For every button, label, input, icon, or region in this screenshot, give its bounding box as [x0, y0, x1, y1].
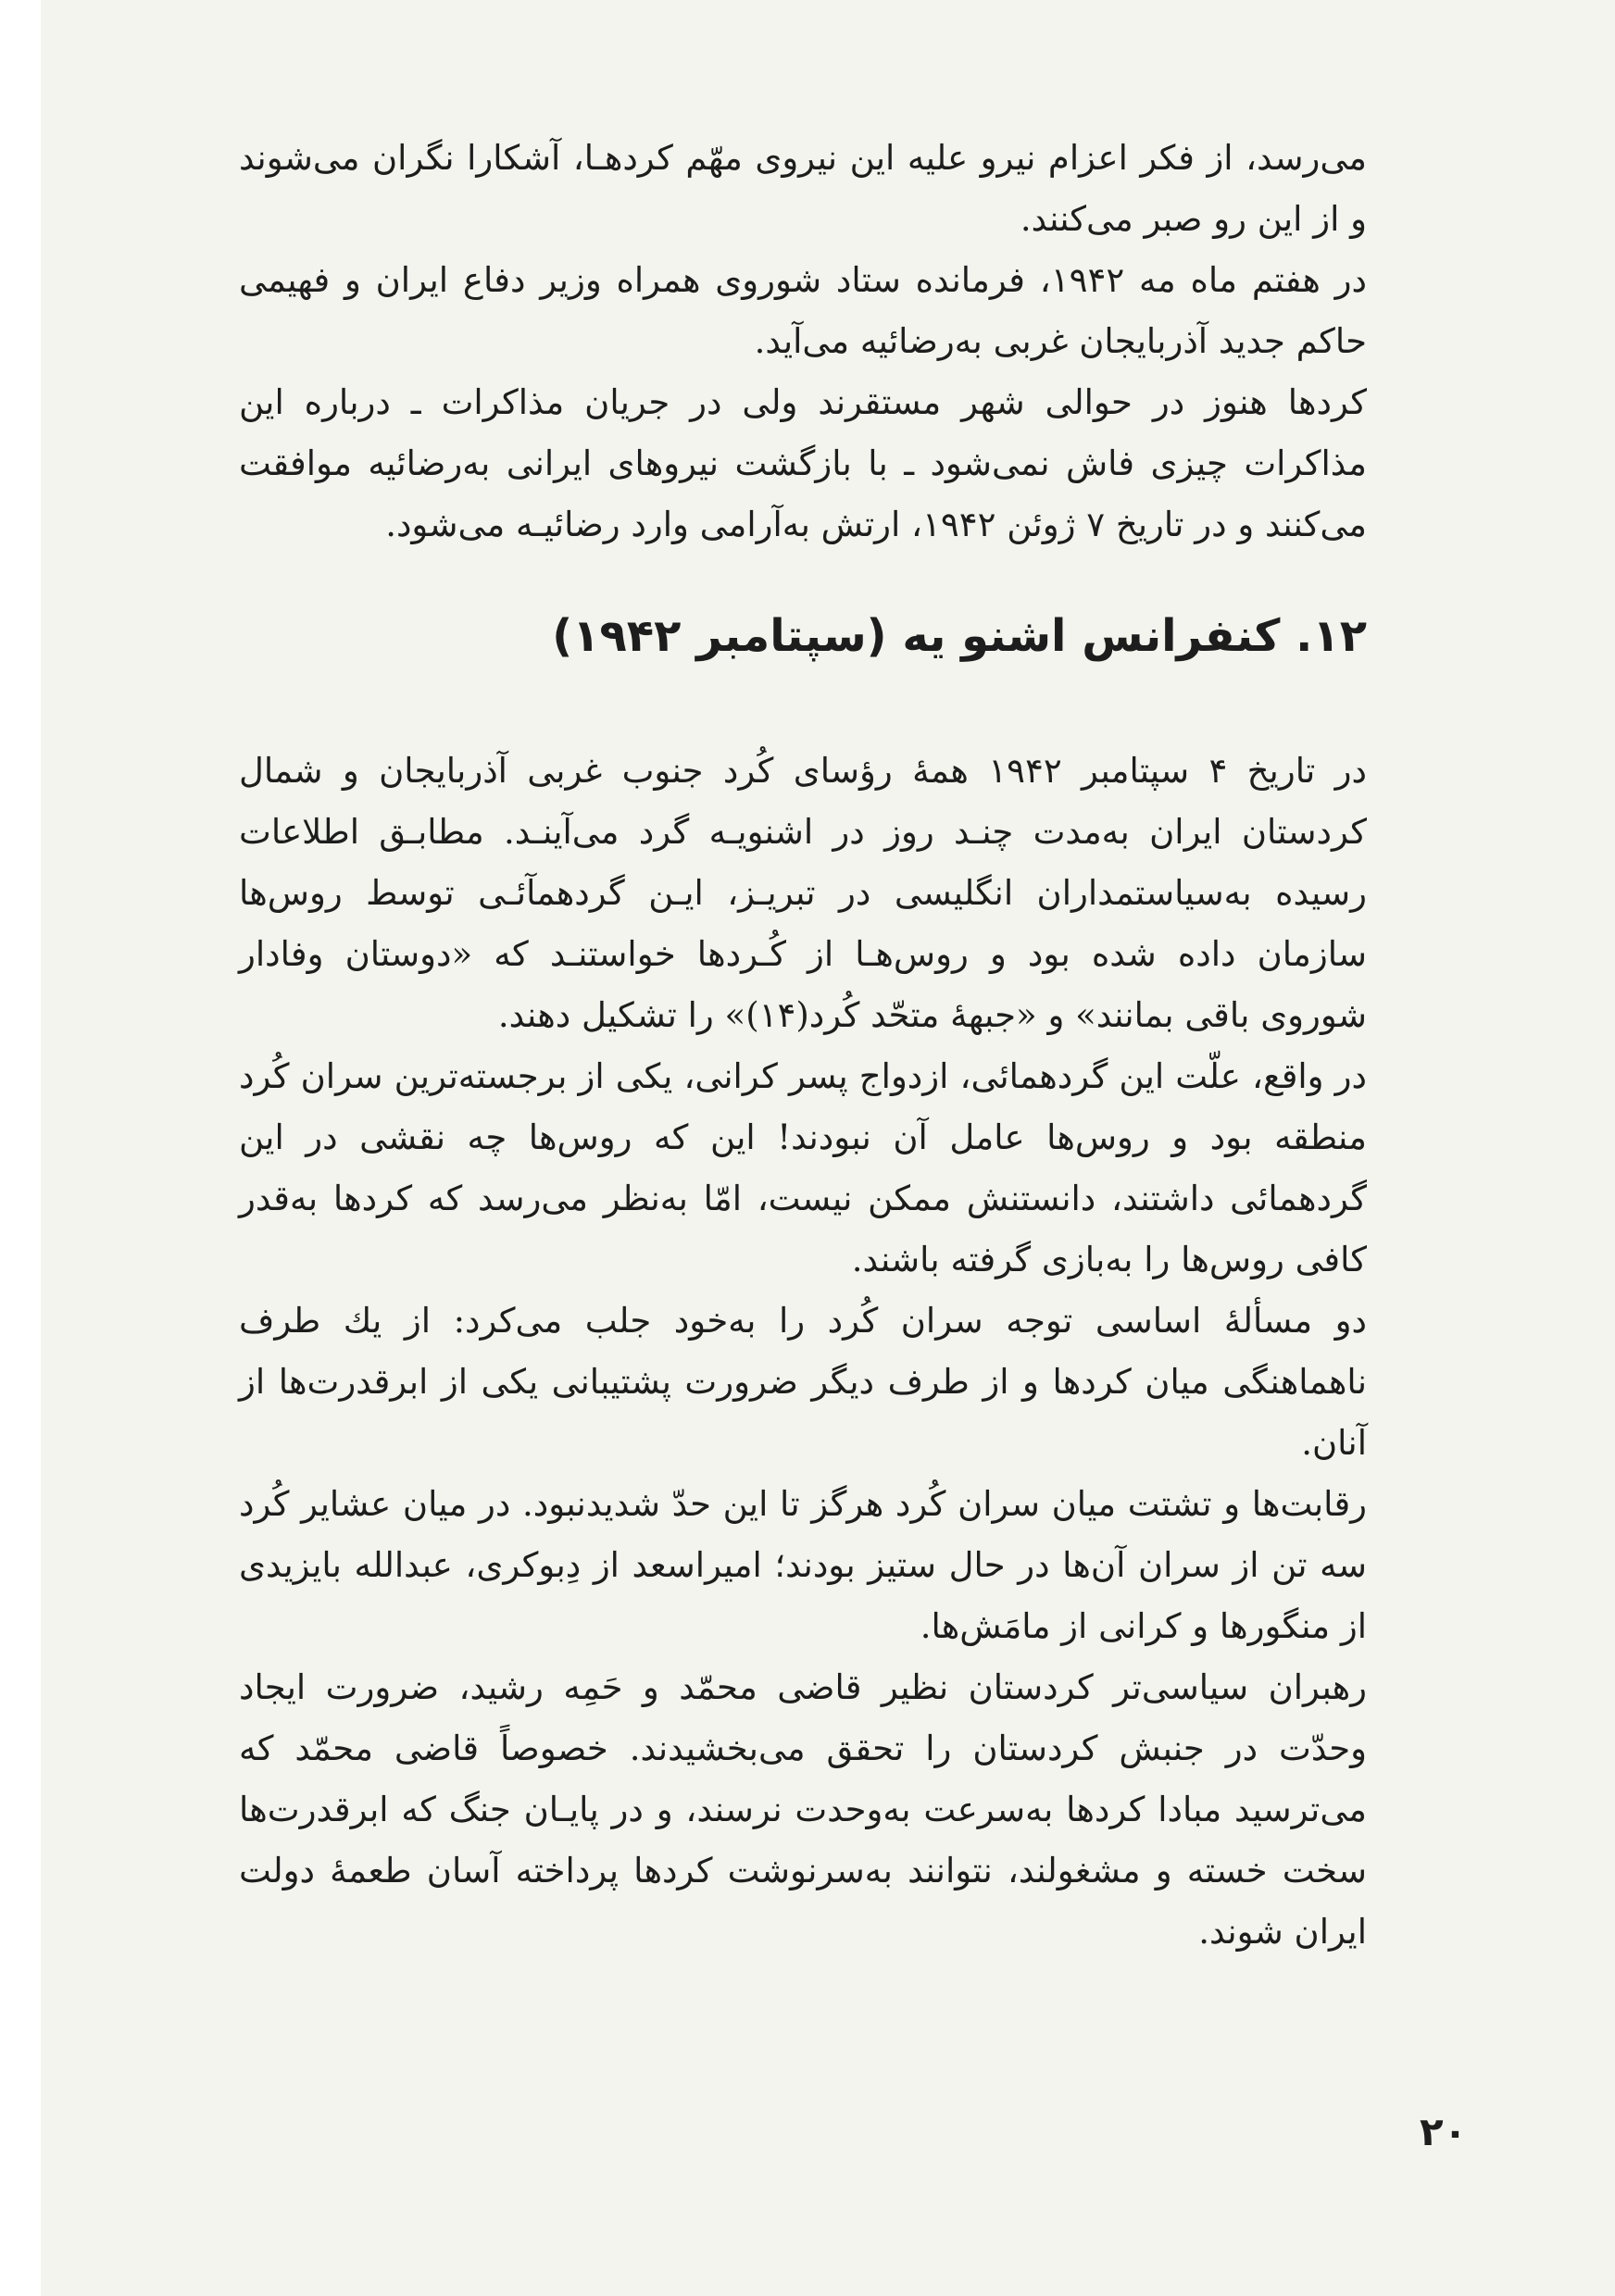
paragraph-2: در هفتم ماه مه ۱۹۴۲، فرمانده ستاد شوروی همراه وزیر دفاع ایران و فهیمی حاکم جدید آذربایجان غربی به‌رضائیه می‌آید. — [239, 260, 1368, 361]
paragraph-5: در واقع، علّت این گردهمائی، ازدواج پسر کرانی، یکی از برجسته‌ترین سران کُرد منطقه بود و روس‌ها عامل آن نبودند! این که روس‌ها چه نقشی در این گردهمائی داشتند، دانستنش ممکن نیست، امّا به‌نظر می‌رسد که کردها به‌قدر کافی روس‌ها را به‌بازی گرفته باشند. — [239, 1056, 1367, 1279]
paragraph-3: کردها هنوز در حوالی شهر مستقرند ولی در جریان مذاکرات ـ درباره این مذاکرات چیزی فاش نمی‌شود ـ با بازگشت نیروهای ایرانی به‌رضائیه موافقت می‌کنند و در تاریخ ۷ ژوئن ۱۹۴۲، ارتش به‌آرامی وارد رضائیـه می‌شود. — [239, 382, 1367, 544]
paragraph-1: می‌رسد، از فکر اعزام نیرو علیه این نیروی مهّم کردهـا، آشکارا نگران می‌شوند و از این رو صبر می‌کنند. — [239, 138, 1367, 239]
page-text — [239, 128, 1367, 1963]
paragraph-6: دو مسألهٔ اساسی توجه سران کُرد را به‌خود جلب می‌کرد: از یك طرف ناهماهنگی میان کردها و از طرف دیگر ضرورت پشتیبانی یکی از ابرقدرت‌ها از آنان. — [239, 1301, 1367, 1463]
section-heading: ۱۲. کنفرانس اشنو یه (سپتامبر ۱۹۴۲) — [552, 610, 1367, 662]
page-number: ۲۰ — [1420, 2109, 1468, 2154]
paragraph-7: رقابت‌ها و تشتت میان سران کُرد هرگز تا این حدّ شدیدنبود. در میان عشایر کُرد سه تن از سران آن‌ها در حال ستیز بودند؛ امیراسعد از دِبوکری، عبدالله بایزیدی از منگورها و کرانی از مامَش‌ها. — [239, 1484, 1367, 1646]
paragraph-8: رهبران سیاسی‌تر کردستان نظیر قاضی محمّد و حَمِه رشید، ضرورت ایجاد وحدّت در جنبش کردستان را تحقق می‌بخشیدند. خصوصاً قاضی محمّد که می‌ترسید مبادا کردها به‌سرعت به‌وحدت نرسند، و در پایـان جنگ که ابرقدرت‌ها سخت خسته و مشغولند، نتوانند به‌سرنوشت کردها پرداخته آسان طعمهٔ دولت ایران شوند. — [239, 1667, 1367, 1952]
paragraph-4: در تاریخ ۴ سپتامبر ۱۹۴۲ همهٔ رؤسای کُرد جنوب غربی آذربایجان و شمال کردستان ایران به‌مدت چنـد روز در اشنویـه گرد می‌آینـد. مطابـق اطلاعات رسیده به‌سیاستمداران انگلیسی در تبریـز، ایـن گردهمآئـی توسط روس‌ها سازمان داده شده بود و روس‌هـا از کُـردها خواستنـد که «دوستان وفادار شوروی باقی بمانند» و «جبههٔ متحّد کُرد(۱۴)» را تشکیل دهند. — [239, 751, 1367, 1035]
scan-margin — [0, 0, 41, 2296]
